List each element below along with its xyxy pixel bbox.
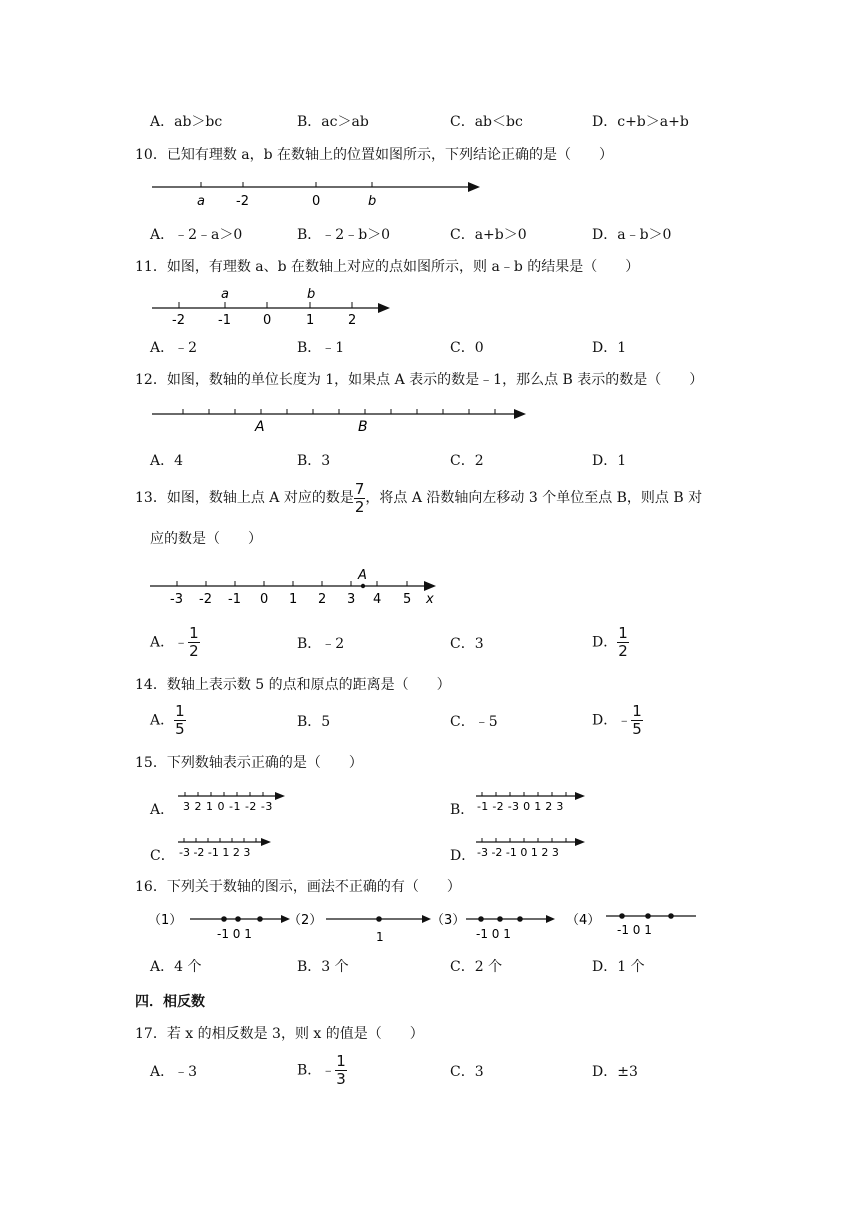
q17-option-b-prefix: B．﹣ [297, 1062, 336, 1079]
q14-option-b: B．5 [297, 714, 331, 730]
q10-label-neg2: -2 [236, 194, 249, 209]
q13-tick-label: 0 [260, 592, 269, 607]
q13-tick-label: -2 [199, 592, 212, 607]
q14-option-a-fraction [174, 704, 186, 737]
q11-point-a: a [221, 287, 229, 302]
q17-option-a: A．﹣3 [150, 1064, 198, 1080]
q10-option-c: C．a+b＞0 [450, 227, 527, 243]
frac-numerator: 1 [189, 624, 199, 642]
q13-option-d-prefix: D． [592, 634, 618, 651]
q13-axis-var: x [426, 592, 434, 607]
q12-option-c: C．2 [450, 453, 484, 469]
q16-fig3-tick-labels: -1 0 1 [476, 927, 511, 941]
q13-tick-label: 2 [318, 592, 327, 607]
q15-option-b-labels: -1 -2 -3 0 1 2 3 [477, 800, 564, 813]
q14-question-text: 14．数轴上表示数 5 的点和原点的距离是（ ） [135, 677, 451, 693]
q9-option-d: D．c+b＞a+b [592, 114, 689, 130]
q14-option-a [150, 704, 186, 737]
q17-option-c: C．3 [450, 1064, 484, 1080]
q13-question-line1 [135, 480, 702, 516]
q16-figures [148, 906, 708, 946]
q13-option-d-fraction [617, 626, 629, 659]
q16-fig4-tick-labels: -1 0 1 [617, 923, 652, 937]
q13-question-line2: 应的数是（ ） [150, 531, 262, 547]
frac-denominator: 5 [175, 720, 185, 738]
frac-numerator: 1 [618, 624, 628, 642]
q17-option-d: D．±3 [592, 1064, 638, 1080]
frac-denominator: 5 [632, 720, 642, 738]
q13-tick-label: -1 [228, 592, 241, 607]
q14-option-d-fraction [631, 704, 643, 737]
q11-option-b: B．﹣1 [297, 340, 345, 356]
q13-tick-label: 1 [289, 592, 298, 607]
q15-option-d-letter: D． [450, 848, 476, 864]
q9-option-c: C．ab＜bc [450, 114, 523, 130]
q12-option-b: B．3 [297, 453, 331, 469]
q15-option-c-number-line [176, 834, 276, 860]
q10-question-text: 10．已知有理数 a，b 在数轴上的位置如图所示，下列结论正确的是（ ） [135, 147, 614, 163]
q15-option-b-number-line [474, 788, 589, 814]
q12-option-d: D．1 [592, 453, 627, 469]
q16-fig1-label: （1） [148, 913, 183, 928]
q16-option-a: A．4 个 [150, 959, 202, 975]
q15-option-a-labels: 3 2 1 0 -1 -2 -3 [183, 800, 273, 813]
q16-fig1-tick-labels: -1 0 1 [217, 927, 252, 941]
q11-point-b: b [307, 287, 316, 302]
q10-label-b: b [368, 194, 377, 209]
q15-option-c-letter: C． [150, 848, 175, 864]
q11-option-c: C．0 [450, 340, 484, 356]
q13-text-after: ，将点 A 沿数轴向左移动 3 个单位至点 B，则点 B 对 [365, 490, 703, 506]
q10-option-a: A．﹣2﹣a＞0 [150, 227, 243, 243]
q15-question-text: 15．下列数轴表示正确的是（ ） [135, 755, 363, 771]
q10-option-d: D．a﹣b＞0 [592, 227, 672, 243]
q13-option-b: B．﹣2 [297, 636, 345, 652]
q13-option-a-fraction [188, 626, 200, 659]
q17-question-text: 17．若 x 的相反数是 3，则 x 的值是（ ） [135, 1026, 424, 1042]
q15-option-a-number-line [176, 788, 288, 814]
q16-fig4-label: （4） [566, 913, 601, 928]
q15-option-b-letter: B． [450, 802, 475, 818]
q12-point-A: A [255, 419, 265, 435]
frac-denominator: 2 [618, 642, 628, 660]
q14-option-c: C．﹣5 [450, 714, 498, 730]
q13-fraction [354, 479, 366, 516]
frac-numerator: 1 [336, 1052, 346, 1070]
q11-option-a: A．﹣2 [150, 340, 198, 356]
q13-point-A: A [358, 568, 367, 583]
q11-tick-label: 0 [263, 313, 272, 328]
q13-tick-label: 4 [373, 592, 382, 607]
q10-option-b: B．﹣2﹣b＞0 [297, 227, 391, 243]
q16-fig3-label: （3） [431, 913, 466, 928]
frac-denominator: 2 [189, 642, 199, 660]
q16-fig2-tick-label: 1 [376, 930, 384, 944]
q11-tick-label: -1 [218, 313, 231, 328]
q13-text-before: 13．如图，数轴上点 A 对应的数是 [135, 490, 354, 506]
q14-option-d-prefix: D．﹣ [592, 712, 632, 729]
q13-option-c: C．3 [450, 636, 484, 652]
q11-question-text: 11．如图，有理数 a、b 在数轴上对应的点如图所示，则 a﹣b 的结果是（ ） [135, 259, 640, 275]
q11-option-d: D．1 [592, 340, 627, 356]
q13-tick-label: -3 [170, 592, 183, 607]
q9-option-a: A．ab＞bc [150, 114, 223, 130]
q14-option-d [592, 704, 643, 737]
q10-label-0: 0 [312, 194, 321, 209]
q16-option-c: C．2 个 [450, 959, 503, 975]
q12-number-line [148, 404, 533, 436]
q13-number-line [148, 567, 448, 607]
q17-option-b [297, 1054, 347, 1087]
q13-tick-label: 5 [403, 592, 412, 607]
frac-numerator: 1 [632, 702, 642, 720]
frac-denominator: 3 [336, 1070, 346, 1088]
q13-option-a-prefix: A．﹣ [150, 634, 189, 651]
section-title: 四．相反数 [135, 994, 205, 1010]
q15-option-d-labels: -3 -2 -1 0 1 2 3 [477, 846, 559, 859]
q11-tick-label: 1 [306, 313, 315, 328]
q10-number-line [148, 178, 488, 210]
q16-fig2-label: （2） [288, 913, 323, 928]
q13-option-d [592, 626, 629, 659]
frac-numerator: 1 [175, 702, 185, 720]
q9-option-b: B．ac＞ab [297, 114, 369, 130]
q12-question-text: 12．如图，数轴的单位长度为 1，如果点 A 表示的数是﹣1，那么点 B 表示的数是（ ） [135, 372, 704, 388]
q13-frac-denominator: 2 [354, 497, 365, 516]
q12-option-a: A．4 [150, 453, 184, 469]
q12-point-B: B [358, 419, 368, 435]
q15-option-a-letter: A． [150, 802, 175, 818]
q15-option-d-number-line [474, 834, 589, 860]
q17-option-b-fraction [335, 1054, 347, 1087]
q16-option-d: D．1 个 [592, 959, 645, 975]
q11-tick-label: 2 [348, 313, 357, 328]
q16-question-text: 16．下列关于数轴的图示，画法不正确的有（ ） [135, 879, 461, 895]
q13-frac-numerator: 7 [354, 479, 365, 498]
q15-option-c-labels: -3 -2 -1 1 2 3 [179, 846, 251, 859]
q10-label-a: a [197, 194, 205, 209]
q11-tick-label: -2 [172, 313, 185, 328]
q11-number-line [148, 284, 398, 328]
q16-option-b: B．3 个 [297, 959, 349, 975]
q13-tick-label: 3 [347, 592, 356, 607]
q13-option-a [150, 626, 200, 659]
q14-option-a-prefix: A． [150, 712, 175, 729]
